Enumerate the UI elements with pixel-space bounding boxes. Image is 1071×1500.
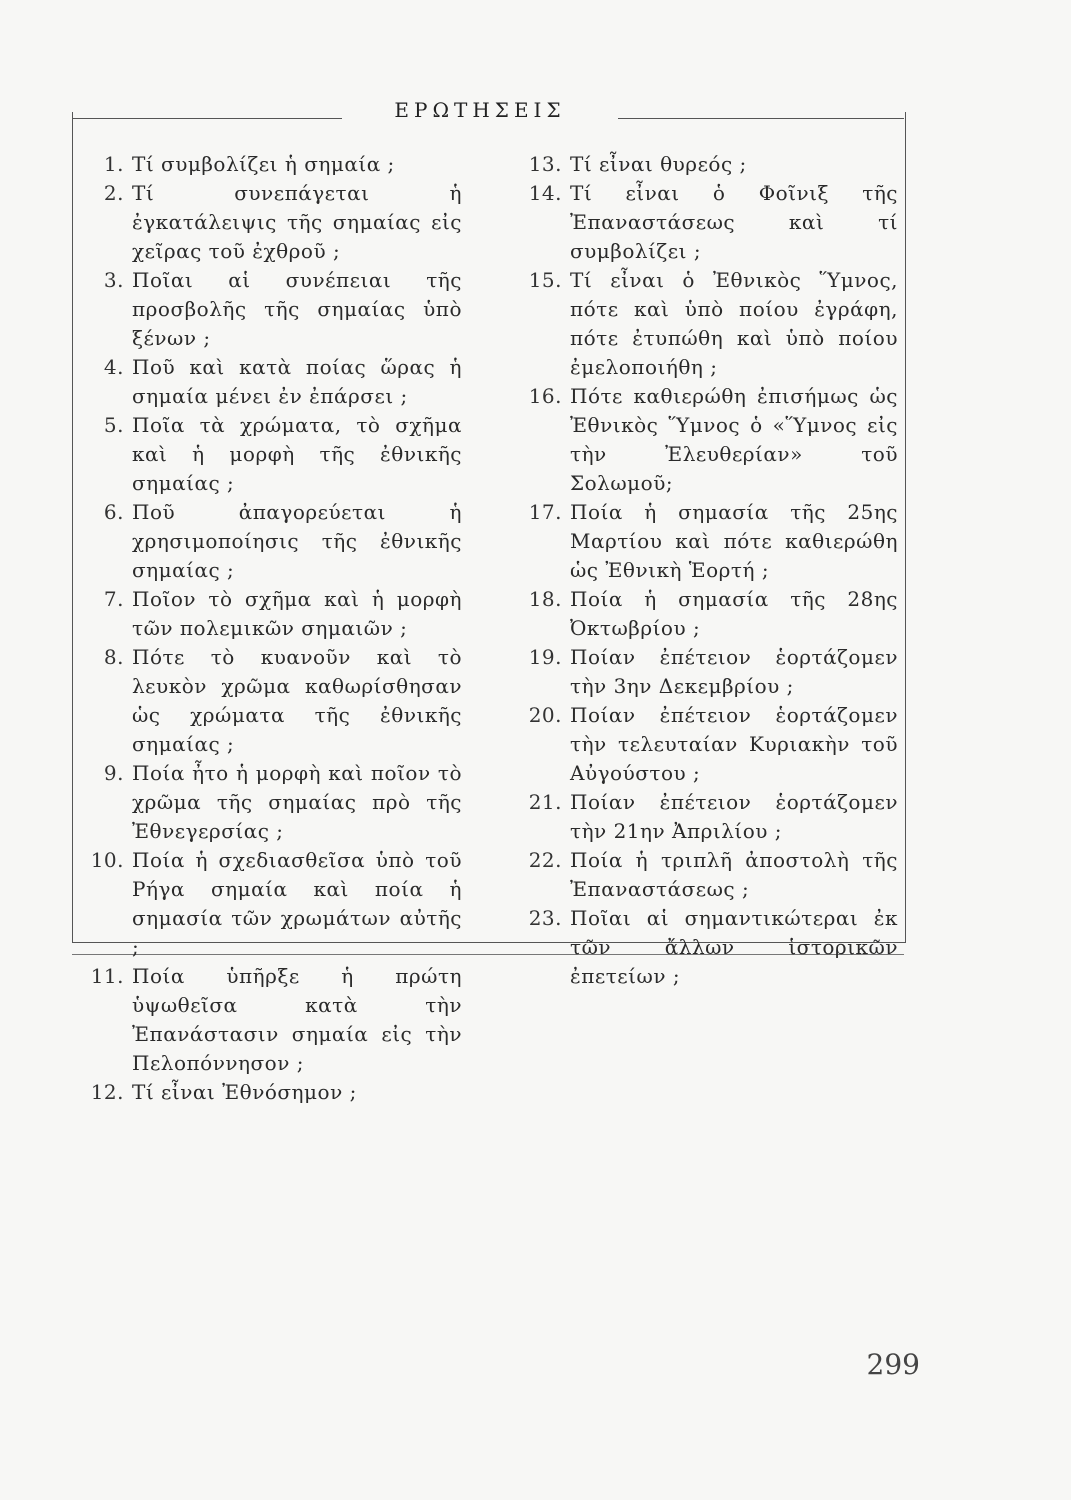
right-questions-column xyxy=(502,150,898,991)
question-text: Ποίαν ἐπέτειον ἑορτάζομεν τὴν τελευταίαν Κυριακὴν τοῦ Αὐγούστου ; xyxy=(570,703,898,785)
question-number: 7. xyxy=(103,587,124,611)
question-number: 1. xyxy=(103,152,124,176)
question-text: Ποῖα τὰ χρώματα, τὸ σχῆμα καὶ ἡ μορφὴ τῆς ἐθνικῆς σημαίας ; xyxy=(132,413,462,495)
question-item xyxy=(82,353,462,411)
question-item xyxy=(82,411,462,498)
question-number: 2. xyxy=(103,181,124,205)
question-text: Ποία ὑπῆρξε ἡ πρώτη ὑψωθεῖσα κατὰ τὴν Ἐπανάστασιν σημαία εἰς τὴν Πελοπόννησον ; xyxy=(132,964,462,1075)
question-number: 15. xyxy=(528,268,562,292)
question-item xyxy=(82,846,462,962)
frame-top-rule-right xyxy=(618,118,904,119)
question-text: Τί συμβολίζει ἡ σημαία ; xyxy=(132,152,395,176)
question-text: Πότε τὸ κυανοῦν καὶ τὸ λευκὸν χρῶμα καθωρίσθησαν ὡς χρώματα τῆς ἐθνικῆς σημαίας ; xyxy=(132,645,462,756)
question-number: 17. xyxy=(528,500,562,524)
question-number: 6. xyxy=(103,500,124,524)
question-text: Ποίαν ἐπέτειον ἑορτάζομεν τὴν 3ην Δεκεμβρίου ; xyxy=(570,645,898,698)
section-heading: ΕΡΩΤΗΣΕΙΣ xyxy=(394,98,566,122)
question-item xyxy=(502,643,898,701)
question-text: Τί εἶναι ὁ Φοῖνιξ τῆς Ἐπαναστάσεως καὶ τί συμβολίζει ; xyxy=(570,181,898,263)
question-text: Ποία ἡ σημασία τῆς 25ης Μαρτίου καὶ πότε καθιερώθη ὡς Ἐθνικὴ Ἑορτή ; xyxy=(570,500,898,582)
question-item xyxy=(82,150,462,179)
question-item xyxy=(502,904,898,991)
question-item xyxy=(502,585,898,643)
question-item xyxy=(502,498,898,585)
question-item xyxy=(82,266,462,353)
question-text: Ποῖον τὸ σχῆμα καὶ ἡ μορφὴ τῶν πολεμικῶν σημαιῶν ; xyxy=(132,587,462,640)
question-text: Τί συνεπάγεται ἡ ἐγκατάλειψις τῆς σημαίας εἰς χεῖρας τοῦ ἐχθροῦ ; xyxy=(132,181,462,263)
question-number: 19. xyxy=(528,645,562,669)
question-number: 12. xyxy=(90,1080,124,1104)
question-item xyxy=(502,846,898,904)
frame-top-rule-left xyxy=(72,118,342,119)
question-number: 8. xyxy=(103,645,124,669)
question-item xyxy=(502,701,898,788)
question-item xyxy=(502,150,898,179)
question-item xyxy=(82,179,462,266)
question-number: 20. xyxy=(528,703,562,727)
question-text: Ποῖαι αἱ σημαντικώτεραι ἐκ τῶν ἄλλων ἱστορικῶν ἐπετείων ; xyxy=(570,906,898,988)
question-text: Ποία ἦτο ἡ μορφὴ καὶ ποῖον τὸ χρῶμα τῆς σημαίας πρὸ τῆς Ἐθνεγερσίας ; xyxy=(132,761,462,843)
question-text: Ποίαν ἐπέτειον ἑορτάζομεν τὴν 21ην Ἀπριλίου ; xyxy=(570,790,898,843)
question-number: 10. xyxy=(90,848,124,872)
page-number: 299 xyxy=(866,1348,920,1381)
question-item xyxy=(82,643,462,759)
question-number: 11. xyxy=(90,964,124,988)
question-item xyxy=(502,266,898,382)
question-number: 22. xyxy=(528,848,562,872)
question-text: Ποῦ καὶ κατὰ ποίας ὥρας ἡ σημαία μένει ἐν ἐπάρσει ; xyxy=(132,355,462,408)
question-text: Ποία ἡ τριπλῆ ἀποστολὴ τῆς Ἐπαναστάσεως ; xyxy=(570,848,898,901)
question-text: Ποῦ ἀπαγορεύεται ἡ χρησιμοποίησις τῆς ἐθνικῆς σημαίας ; xyxy=(132,500,462,582)
question-text: Ποῖαι αἱ συνέπειαι τῆς προσβολῆς τῆς σημαίας ὑπὸ ξένων ; xyxy=(132,268,462,350)
question-item xyxy=(82,498,462,585)
question-number: 21. xyxy=(528,790,562,814)
question-number: 16. xyxy=(528,384,562,408)
question-item xyxy=(502,788,898,846)
question-text: Τί εἶναι ὁ Ἐθνικὸς Ὕμνος, πότε καὶ ὑπὸ ποίου ἐγράφη, πότε ἐτυπώθη καὶ ὑπὸ ποίου ἐμελοποιήθη ; xyxy=(570,268,898,379)
question-item xyxy=(82,962,462,1078)
question-number: 4. xyxy=(103,355,124,379)
question-number: 3. xyxy=(103,268,124,292)
question-text: Ποία ἡ σχεδιασθεῖσα ὑπὸ τοῦ Ρήγα σημαία καὶ ποία ἡ σημασία τῶν χρωμάτων αὐτῆς ; xyxy=(132,848,462,959)
question-item xyxy=(502,382,898,498)
question-number: 5. xyxy=(103,413,124,437)
question-item xyxy=(82,1078,462,1107)
question-text: Τί εἶναι θυρεός ; xyxy=(570,152,747,176)
question-number: 14. xyxy=(528,181,562,205)
question-number: 13. xyxy=(528,152,562,176)
question-item xyxy=(82,585,462,643)
question-number: 9. xyxy=(103,761,124,785)
question-text: Πότε καθιερώθη ἐπισήμως ὡς Ἐθνικὸς Ὕμνος ὁ «Ὕμνος εἰς τὴν Ἐλευθερίαν» τοῦ Σολωμοῦ; xyxy=(570,384,898,495)
question-number: 23. xyxy=(528,906,562,930)
left-questions-column xyxy=(82,150,462,1107)
question-text: Ποία ἡ σημασία τῆς 28ης Ὀκτωβρίου ; xyxy=(570,587,898,640)
question-number: 18. xyxy=(528,587,562,611)
question-item xyxy=(82,759,462,846)
question-text: Τί εἶναι Ἐθνόσημον ; xyxy=(132,1080,357,1104)
question-item xyxy=(502,179,898,266)
